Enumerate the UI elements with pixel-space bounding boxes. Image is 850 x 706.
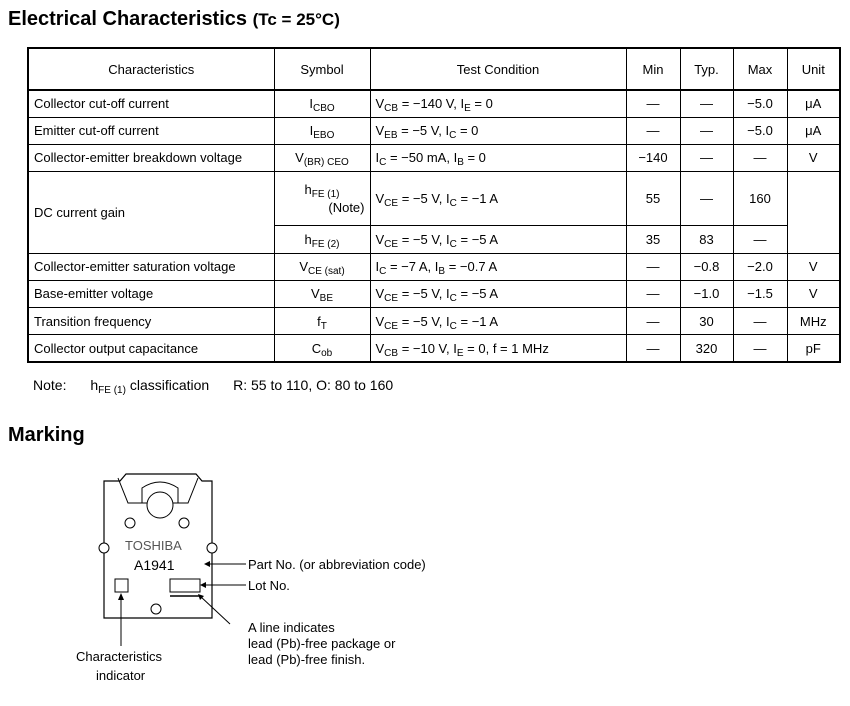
cell-unit: V	[787, 144, 840, 171]
cell-min: —	[626, 280, 680, 307]
cell-characteristic: DC current gain	[28, 172, 274, 254]
cell-characteristic: Collector-emitter saturation voltage	[28, 253, 274, 280]
cell-min: —	[626, 308, 680, 335]
cell-typ: —	[680, 144, 733, 171]
cell-characteristic: Collector cut-off current	[28, 90, 274, 117]
header-symbol: Symbol	[274, 48, 370, 90]
cell-max: —	[733, 144, 787, 171]
cell-min: —	[626, 253, 680, 280]
header-test-condition: Test Condition	[370, 48, 626, 90]
cell-max: −5.0	[733, 90, 787, 117]
cell-test-condition: $I_C = -7$ A, $I_B = -0.7$ A	[370, 253, 626, 280]
cell-test-condition: $V_{EB} = -5$ V, $I_C = 0$	[370, 117, 626, 144]
cell-typ: —	[680, 117, 733, 144]
cell-unit: V	[787, 280, 840, 307]
symbol-note: (Note)	[328, 200, 365, 216]
label-characteristics: Characteristics	[76, 649, 162, 664]
cell-characteristic: Emitter cut-off current	[28, 117, 274, 144]
title-main: Electrical Characteristics	[8, 8, 248, 30]
cell-max: 160	[733, 172, 787, 226]
header-unit: Unit	[787, 48, 840, 90]
cell-min: 35	[626, 226, 680, 253]
lot-number-box	[170, 579, 200, 592]
cell-unit: μA	[787, 90, 840, 117]
cell-characteristic: Base-emitter voltage	[28, 280, 274, 307]
cell-characteristic: Transition frequency	[28, 308, 274, 335]
header-typ: Typ.	[680, 48, 733, 90]
cell-max: —	[733, 335, 787, 362]
cell-typ: 320	[680, 335, 733, 362]
cell-test-condition: $V_{CE} = -5$ V, $I_C = -1$ A	[370, 308, 626, 335]
label-line-1: A line indicates	[248, 620, 335, 635]
label-lot-no: Lot No.	[248, 578, 290, 593]
cell-characteristic: Collector-emitter breakdown voltage	[28, 144, 274, 171]
cell-test-condition: $I_C = -50$ mA, $I_B = 0$	[370, 144, 626, 171]
cell-symbol: $V_{CE (sat)}$	[274, 253, 370, 280]
cell-min: —	[626, 117, 680, 144]
cell-test-condition: $V_{CB} = -10$ V, $I_E = 0$, f = 1 MHz	[370, 335, 626, 362]
note-symbol: $h_{FE (1)}$	[90, 377, 126, 396]
title-condition: (Tc = 25°C)	[252, 10, 340, 29]
cell-max: −2.0	[733, 253, 787, 280]
note-text: classification	[129, 377, 210, 393]
package-part-number: A1941	[134, 557, 175, 573]
cell-test-condition: $V_{CE} = -5$ V, $I_C = -1$ A	[370, 172, 626, 226]
cell-symbol: $I_{EBO}$	[274, 117, 370, 144]
label-line-2: lead (Pb)-free package or	[248, 636, 396, 651]
marking-heading: Marking	[8, 424, 85, 446]
mounting-hole-icon	[147, 492, 173, 518]
package-brand: TOSHIBA	[125, 538, 182, 553]
cell-min: —	[626, 90, 680, 117]
cell-max: −5.0	[733, 117, 787, 144]
cell-typ: 83	[680, 226, 733, 253]
cell-unit: μA	[787, 117, 840, 144]
cell-typ: −1.0	[680, 280, 733, 307]
cell-min: 55	[626, 172, 680, 226]
label-line-3: lead (Pb)-free finish.	[248, 652, 366, 667]
characteristics-indicator-box	[115, 579, 128, 592]
header-min: Min	[626, 48, 680, 90]
cell-symbol: $C_{ob}$	[274, 335, 370, 362]
header-max: Max	[733, 48, 787, 90]
cell-min: —	[626, 335, 680, 362]
cell-characteristic: Collector output capacitance	[28, 335, 274, 362]
note-prefix: Note:	[33, 377, 67, 393]
label-indicator: indicator	[96, 668, 146, 683]
header-characteristics: Characteristics	[28, 48, 274, 90]
cell-typ: —	[680, 172, 733, 226]
cell-symbol: $I_{CBO}$	[274, 90, 370, 117]
note-values: R: 55 to 110, O: 80 to 160	[233, 377, 394, 393]
cell-test-condition: $V_{CE} = -5$ V, $I_C = -5$ A	[370, 280, 626, 307]
cell-max: —	[733, 308, 787, 335]
cell-symbol: $V_{BE}$	[274, 280, 370, 307]
cell-test-condition: $V_{CB} = -140$ V, $I_E = 0$	[370, 90, 626, 117]
cell-unit: pF	[787, 335, 840, 362]
cell-typ: 30	[680, 308, 733, 335]
cell-symbol: $h_{FE (2)}$	[274, 226, 370, 253]
cell-typ: —	[680, 90, 733, 117]
cell-min: −140	[626, 144, 680, 171]
cell-symbol: $h_{FE (1)}$ (Note)	[274, 172, 370, 226]
cell-unit: MHz	[787, 308, 840, 335]
cell-unit: V	[787, 253, 840, 280]
cell-max: −1.5	[733, 280, 787, 307]
cell-symbol: $f_T$	[274, 308, 370, 335]
cell-max: —	[733, 226, 787, 253]
cell-test-condition: $V_{CE} = -5$ V, $I_C = -5$ A	[370, 226, 626, 253]
cell-symbol: $V_{(BR) CEO}$	[274, 144, 370, 171]
cell-typ: −0.8	[680, 253, 733, 280]
label-part-no: Part No. (or abbreviation code)	[248, 557, 426, 572]
